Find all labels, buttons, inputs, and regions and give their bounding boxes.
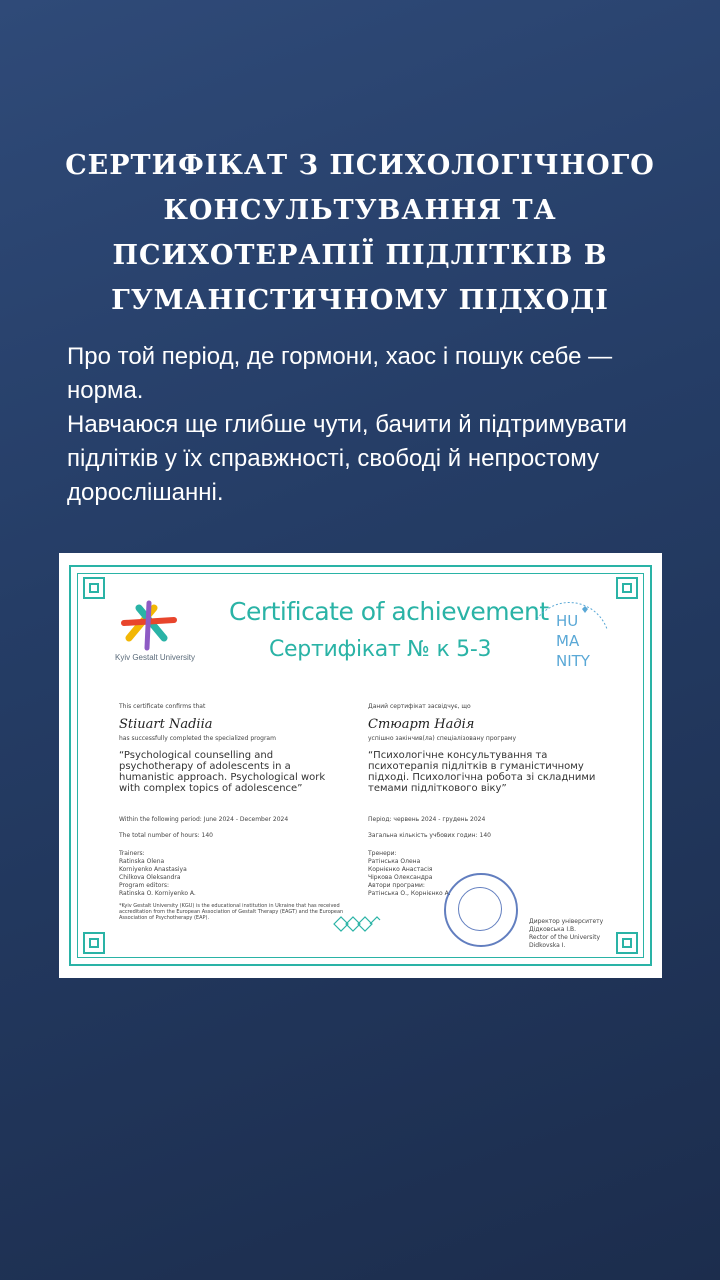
- director-en: Rector of the University Didkovska I.: [529, 934, 600, 949]
- corner-ornament-icon: [616, 932, 638, 954]
- certificate-column-ua: [368, 703, 598, 898]
- editors-label: Program editors:: [119, 882, 170, 889]
- corner-ornament-icon: [83, 577, 105, 599]
- hours-text: The total number of hours: 140: [119, 832, 213, 839]
- certificate-number: Сертифікат № к 5-3: [269, 637, 492, 662]
- kyiv-gestalt-logo-icon: [119, 598, 179, 653]
- director-signature-block: [529, 918, 619, 950]
- completed-text: успішно закінчив(ла) спеціалізовану програму: [368, 735, 517, 742]
- period-text: Період: червень 2024 - грудень 2024: [368, 816, 486, 823]
- confirms-text: This certificate confirms that: [119, 703, 206, 710]
- corner-ornament-icon: [83, 932, 105, 954]
- intro-paragraph-2: Навчаюся ще глибше чути, бачити й підтримувати підлітків у їх справжності, свободі й непростому дорослішанні.: [67, 411, 627, 506]
- trainer-name: Чіркова Олександра: [368, 874, 433, 881]
- completed-text: has successfully completed the specialized program: [119, 735, 276, 742]
- title-line-1: СЕРТИФІКАТ З ПСИХОЛОГІЧНОГО: [65, 150, 655, 181]
- trainer-name: Ратінська Олена: [368, 858, 421, 865]
- trainers-label: Trainers:: [119, 850, 145, 857]
- trainer-name: Корнієнко Анастасія: [368, 866, 433, 873]
- recipient-name-ua: Стюарт Надія: [368, 717, 475, 732]
- recipient-name-en: Stiuart Nadiia: [119, 717, 213, 732]
- period-text: Within the following period: June 2024 - December 2024: [119, 816, 289, 823]
- certificate-image: [59, 553, 662, 978]
- program-name-ua: “Психологічне консультування та психотерапія підлітків в гуманістичному підході. Психологічна робота зі складними темами підліткового віку”: [368, 750, 596, 794]
- corner-ornament-icon: [616, 577, 638, 599]
- intro-paragraph-1: Про той період, де гормони, хаос і пошук себе — норма.: [67, 343, 613, 404]
- accreditation-footnote: *Kyiv Gestalt University (KGU) is the educational institution in Ukraine that has received accreditation from the European Association of Gestalt Therapy (EAGT) and the European Association of Psychotherapy (EAP).: [119, 903, 344, 921]
- program-name-en: “Psychological counselling and psychotherapy of adolescents in a humanistic approach. Psychological work with complex topics of adolescence”: [119, 750, 326, 794]
- editors-label: Автори програми:: [368, 882, 425, 889]
- confirms-text: Даний сертифікат засвідчує, що: [368, 703, 471, 710]
- university-name: Kyiv Gestalt University: [115, 653, 196, 662]
- title-line-4: ГУМАНІСТИЧНОМУ ПІДХОДІ: [111, 285, 609, 316]
- trainers-label: Тренери:: [368, 850, 397, 857]
- page-title: [60, 143, 660, 323]
- title-line-2: КОНСУЛЬТУВАННЯ ТА: [163, 195, 557, 226]
- certificate-title-en: Certificate of achievement: [229, 597, 549, 626]
- hours-text: Загальна кількість учбових годин: 140: [368, 832, 491, 839]
- trainer-name: Korniyenko Anastasiya: [119, 866, 187, 873]
- humanity-wordmark: HU MA NITY: [556, 612, 590, 670]
- trainer-name: Ratinska Olena: [119, 858, 165, 865]
- editors-names: Ратінська О., Корнієнко А.: [368, 890, 451, 897]
- director-ua: Директор університету Дідковська І.В.: [529, 918, 604, 933]
- certificate-column-en: [119, 703, 349, 921]
- title-line-3: ПСИХОТЕРАПІЇ ПІДЛІТКІВ В: [112, 240, 608, 271]
- university-stamp-icon: [444, 873, 518, 947]
- trainer-name: Chilkova Oleksandra: [119, 874, 181, 881]
- intro-text: [67, 340, 667, 510]
- editors-names: Ratinska O. Korniyenko A.: [119, 890, 196, 897]
- diamond-ornament-icon: [332, 915, 382, 933]
